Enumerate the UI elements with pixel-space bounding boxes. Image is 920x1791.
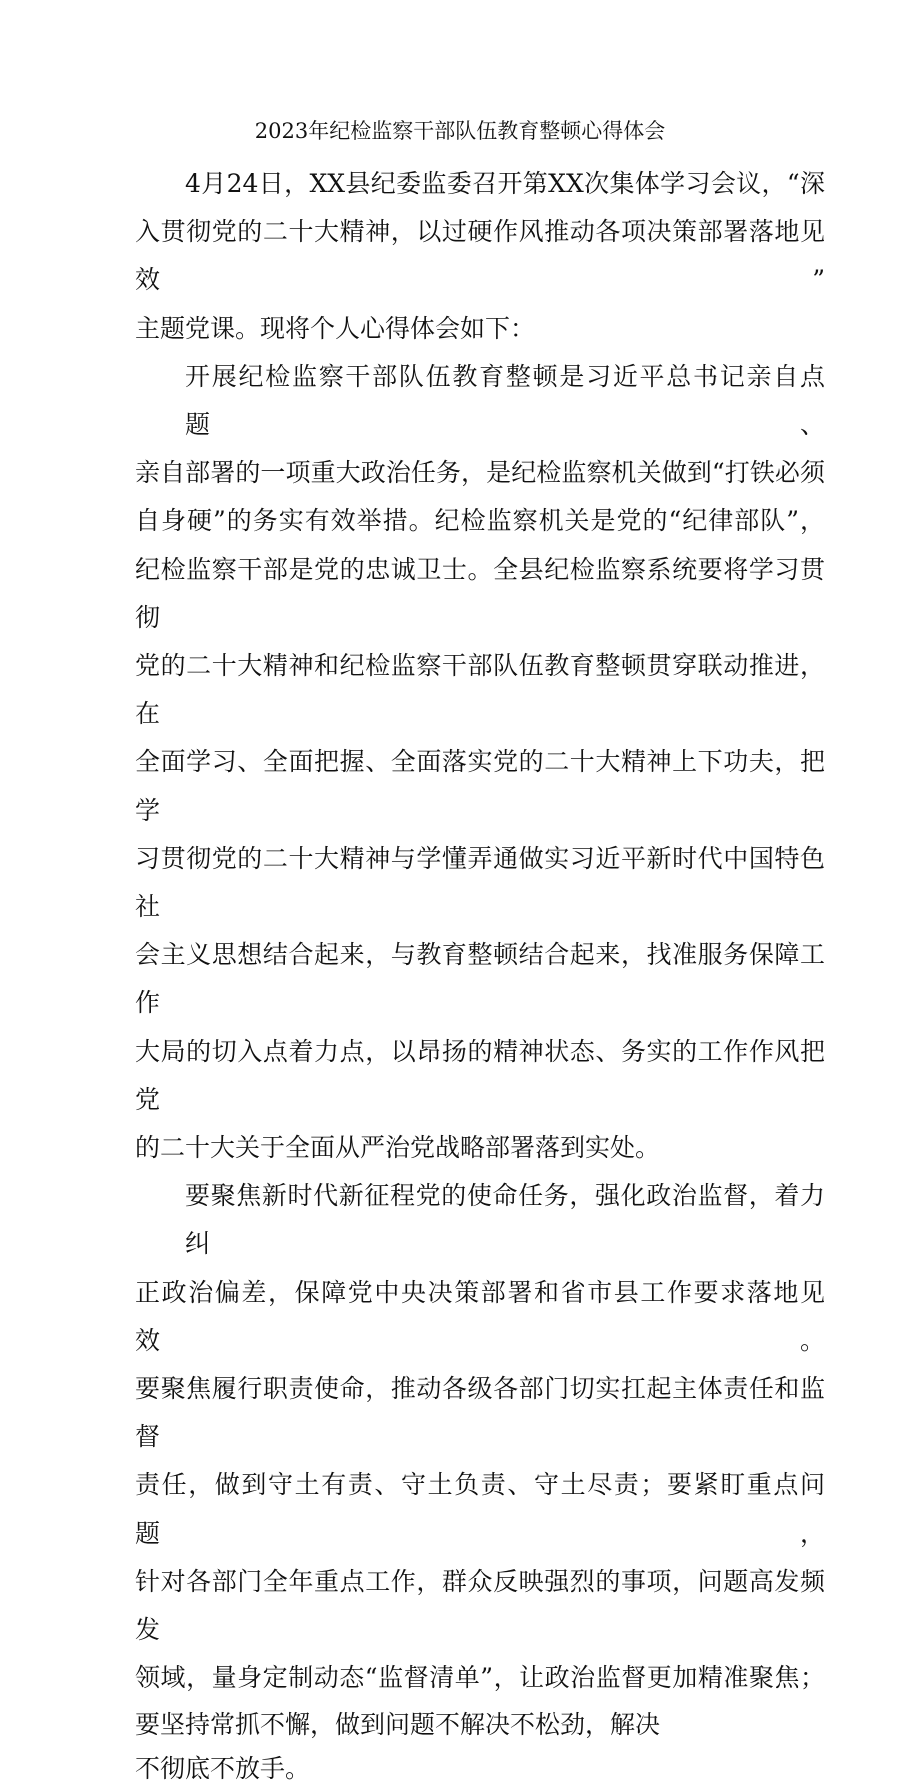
paragraph-line: 要聚焦新时代新征程党的使命任务，强化政治监督，着力纠: [185, 1181, 825, 1259]
paragraph-line: 大局的切入点着力点，以昂扬的精神状态、务实的工作作风把党: [135, 1036, 825, 1114]
paragraph-line: 会主义思想结合起来，与教育整顿结合起来，找准服务保障工作: [135, 940, 825, 1018]
paragraph-line: 习贯彻党的二十大精神与学懂弄通做实习近平新时代中国特色社: [135, 843, 825, 922]
paragraph-line: 要坚持常抓不懈，做到问题不解决不松劲，解决: [135, 1709, 661, 1739]
paragraph-intro: [135, 160, 825, 353]
paragraph-line: 责任，做到守土有责、守土负责、守土尽责；要紧盯重点问题，: [135, 1470, 825, 1548]
paragraph-education: [135, 353, 825, 1172]
paragraph-line: 正政治偏差，保障党中央决策部署和省市县工作要求落地见效。: [135, 1277, 825, 1355]
paragraph-line: 纪检监察干部是党的忠诚卫士。全县纪检监察系统要将学习贯彻: [135, 554, 825, 632]
document-title: 2023年纪检监察干部队伍教育整顿心得体会: [254, 119, 666, 143]
paragraph-line: 全面学习、全面把握、全面落实党的二十大精神上下功夫，把学: [135, 747, 825, 825]
paragraph-line: 亲自部署的一项重大政治任务，是纪检监察机关做到“打铁必须: [135, 458, 825, 488]
paragraph-line: 党的二十大精神和纪检监察干部队伍教育整顿贯穿联动推进，在: [135, 651, 825, 729]
paragraph-supervision: [135, 1172, 825, 1790]
paragraph-line: 主题党课。现将个人心得体会如下：: [135, 313, 536, 343]
paragraph-line: 4月24日，XX县纪委监委召开第XX次集体学习会议，“深: [185, 169, 825, 198]
paragraph-line: 的二十大关于全面从严治党战略部署落到实处。: [135, 1133, 661, 1163]
paragraph-line: 不彻底不放手。: [135, 1753, 311, 1783]
document-body: [135, 160, 825, 1791]
paragraph-line: 自身硬”的务实有效举措。纪检监察机关是党的“纪律部队”，: [135, 506, 825, 536]
paragraph-line: 领域，量身定制动态“监督清单”，让政治监督更加精准聚焦；: [135, 1663, 825, 1693]
paragraph-line: 入贯彻党的二十大精神，以过硬作风推动各项决策部署落地见效”: [135, 217, 825, 295]
paragraph-line: 针对各部门全年重点工作，群众反映强烈的事项，问题高发频发: [135, 1566, 825, 1645]
paragraph-line: 开展纪检监察干部队伍教育整顿是习近平总书记亲自点题、: [185, 361, 825, 440]
paragraph-line: 要聚焦履行职责使命，推动各级各部门切实扛起主体责任和监督: [135, 1374, 825, 1452]
